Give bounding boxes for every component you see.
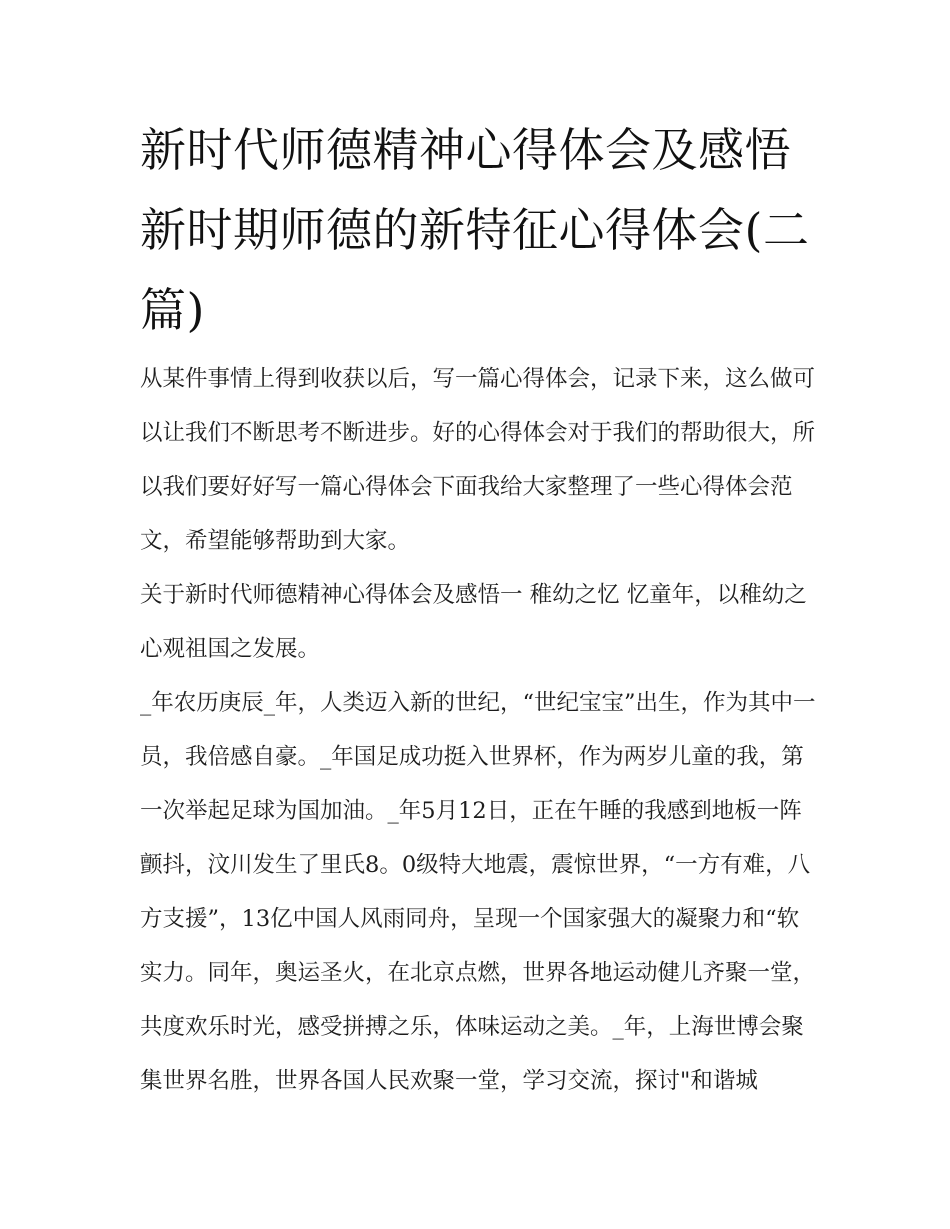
paragraph-memories: _年农历庚辰_年，人类迈入新的世纪，“世纪宝宝”出生，作为其中一员，我倍感自豪。_年国足成功挺入世界杯，作为两岁儿童的我，第一次举起足球为国加油。_年5月12日，正在午睡的我感到地板一阵颤抖，汶川发生了里氏8。0级特大地震，震惊世界，“一方有难，八方支援”，13亿中国人风雨同舟，呈现一个国家强大的凝聚力和“软实力。同年，奥运圣火，在北京点燃，世界各地运动健儿齐聚一堂，共度欢乐时光，感受拼搏之乐，体味运动之美。_年，上海世博会聚集世界名胜，世界各国人民欢聚一堂，学习交流，探讨"和谐城 bbox=[140, 690, 816, 1094]
document-body bbox=[140, 352, 820, 1108]
paragraph-section-heading: 关于新时代师德精神心得体会及感悟一 稚幼之忆 忆童年，以稚幼之心观祖国之发展。 bbox=[140, 582, 807, 662]
document-title: 新时代师德精神心得体会及感悟 新时期师德的新特征心得体会(二篇) bbox=[140, 123, 810, 337]
paragraph-intro: 从某件事情上得到收获以后，写一篇心得体会，记录下来，这么做可以让我们不断思考不断进步。好的心得体会对于我们的帮助很大，所以我们要好好写一篇心得体会下面我给大家整理了一些心得体会范文，希望能够帮助到大家。 bbox=[140, 366, 816, 554]
